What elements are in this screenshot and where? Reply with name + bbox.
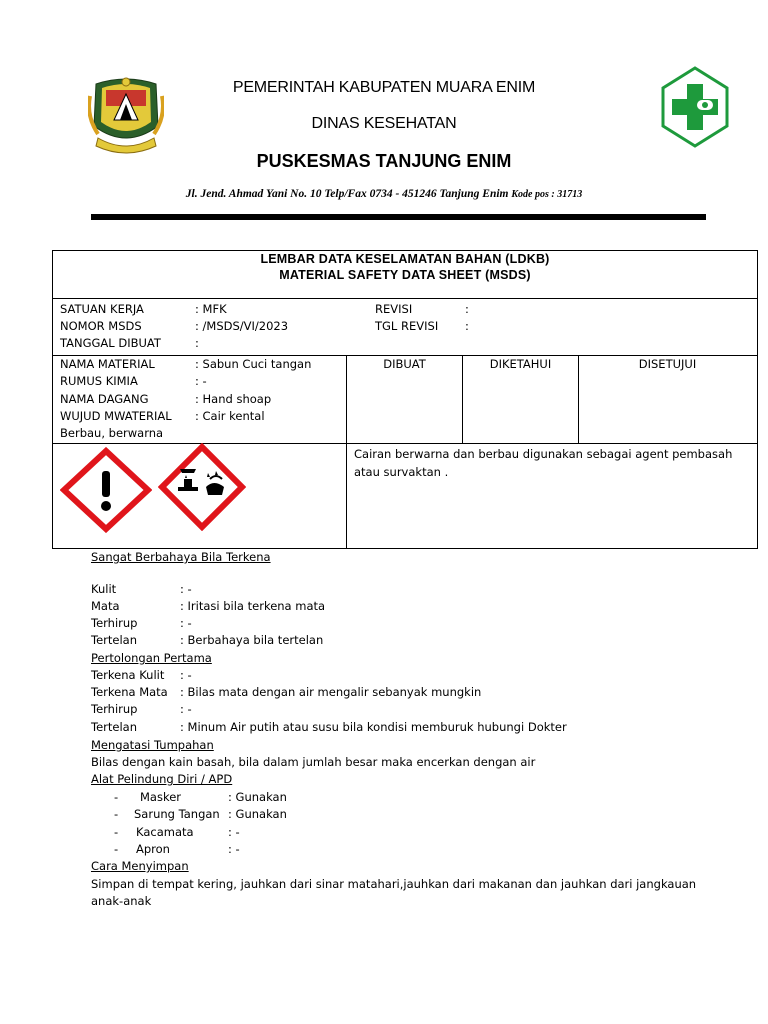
address-text: Jl. Jend. Ahmad Yani No. 10 Telp/Fax 0734 - 451246 Tanjung Enim [185, 188, 509, 200]
list-item [91, 616, 192, 630]
tumpahan-heading: Mengatasi Tumpahan [91, 738, 214, 752]
revisi-value: : [465, 302, 469, 316]
dibuat-header: DIBUAT [383, 357, 426, 371]
puskesmas-logo [661, 66, 729, 148]
government-name: PEMERINTAH KABUPATEN MUARA ENIM [232, 79, 536, 96]
list-item [114, 790, 287, 804]
item-value: : - [180, 702, 192, 716]
table-border-bottom [52, 548, 758, 549]
satuan-kerja-value: : MFK [195, 302, 227, 316]
apd-heading: Alat Pelindung Diri / APD [91, 772, 233, 786]
item-label: Masker [140, 790, 182, 804]
item-dash: - [114, 842, 119, 856]
table-col-divider [346, 355, 347, 549]
department-name: DINAS KESEHATAN [311, 115, 457, 132]
postal-code: Kode pos : 31713 [511, 189, 583, 200]
address-line [0, 188, 768, 200]
item-label: Mata [91, 599, 120, 613]
tumpahan-text: Bilas dengan kain basah, bila dalam jumlah besar maka encerkan dengan air [91, 755, 536, 769]
item-value: : - [180, 668, 192, 682]
item-dash: - [114, 825, 119, 839]
list-item [114, 825, 240, 839]
simpan-heading: Cara Menyimpan [91, 859, 189, 873]
item-label: Terkena Mata [91, 685, 168, 699]
item-value: : Minum Air putih atau susu bila kondisi memburuk hubungi Dokter [180, 720, 567, 734]
item-dash: - [114, 790, 119, 804]
nama-material-value: : Sabun Cuci tangan [195, 357, 312, 371]
nomor-msds-value: : /MSDS/VI/2023 [195, 319, 289, 333]
material-description: Cairan berwarna dan berbau digunakan sebagai agent pembasah atau survaktan . [354, 447, 733, 479]
table-border-top [52, 250, 758, 251]
item-value: : - [228, 842, 240, 856]
rumus-kimia-label: RUMUS KIMIA [60, 374, 138, 388]
list-item [91, 582, 192, 596]
header-divider [91, 214, 706, 220]
list-item [91, 702, 192, 716]
item-label: Terhirup [91, 702, 138, 716]
nama-dagang-label: NAMA DAGANG [60, 392, 149, 406]
simpan-line-2: anak-anak [91, 894, 152, 908]
item-label: Apron [136, 842, 170, 856]
table-border-right [757, 250, 758, 549]
item-value: : Gunakan [228, 790, 287, 804]
sheet-title-msds: MATERIAL SAFETY DATA SHEET (MSDS) [279, 268, 531, 282]
berbau-text: Berbau, berwarna [60, 426, 164, 440]
item-dash: - [114, 807, 119, 821]
pertolongan-heading: Pertolongan Pertama [91, 651, 212, 665]
item-value: : - [228, 825, 240, 839]
tanggal-dibuat-value: : [195, 336, 199, 350]
item-label: Sarung Tangan [134, 807, 220, 821]
wujud-material-label: WUJUD MWATERIAL [60, 409, 172, 423]
item-value: : Berbahaya bila tertelan [180, 633, 324, 647]
corrosion-hazard-icon [158, 443, 246, 536]
item-label: Tertelan [91, 633, 137, 647]
list-item [91, 668, 192, 682]
list-item [91, 633, 323, 647]
simpan-line-1: Simpan di tempat kering, jauhkan dari sinar matahari,jauhkan dari makanan dan jauhkan dari jangkauan [91, 877, 697, 891]
list-item [114, 842, 240, 856]
table-border-left [52, 250, 53, 549]
list-item [91, 599, 325, 613]
disetujui-header: DISETUJUI [638, 357, 697, 371]
item-label: Kacamata [136, 825, 194, 839]
tanggal-dibuat-label: TANGGAL DIBUAT [60, 336, 161, 350]
item-value: : Bilas mata dengan air mengalir sebanyak mungkin [180, 685, 482, 699]
satuan-kerja-label: SATUAN KERJA [60, 302, 144, 316]
sheet-title-ldkb: LEMBAR DATA KESELAMATAN BAHAN (LDKB) [260, 252, 550, 266]
item-value: : Gunakan [228, 807, 287, 821]
item-label: Terkena Kulit [91, 668, 165, 682]
revisi-label: REVISI [375, 302, 413, 316]
rumus-kimia-value: : - [195, 374, 207, 388]
list-item [114, 807, 287, 821]
nama-material-label: NAMA MATERIAL [60, 357, 155, 371]
table-line-1 [52, 298, 758, 299]
list-item [91, 685, 481, 699]
nomor-msds-label: NOMOR MSDS [60, 319, 142, 333]
tgl-revisi-value: : [465, 319, 469, 333]
diketahui-header: DIKETAHUI [489, 357, 552, 371]
item-label: Kulit [91, 582, 117, 596]
exclamation-mark-hazard-icon [60, 447, 152, 538]
puskesmas-name: PUSKESMAS TANJUNG ENIM [256, 151, 512, 171]
item-label: Terhirup [91, 616, 138, 630]
wujud-material-value: : Cair kental [195, 409, 265, 423]
item-value: : Iritasi bila terkena mata [180, 599, 326, 613]
list-item [91, 720, 567, 734]
bahaya-heading: Sangat Berbahaya Bila Terkena [91, 550, 271, 564]
item-value: : - [180, 582, 192, 596]
item-value: : - [180, 616, 192, 630]
nama-dagang-value: : Hand shoap [195, 392, 272, 406]
tgl-revisi-label: TGL REVISI [375, 319, 439, 333]
item-label: Tertelan [91, 720, 137, 734]
